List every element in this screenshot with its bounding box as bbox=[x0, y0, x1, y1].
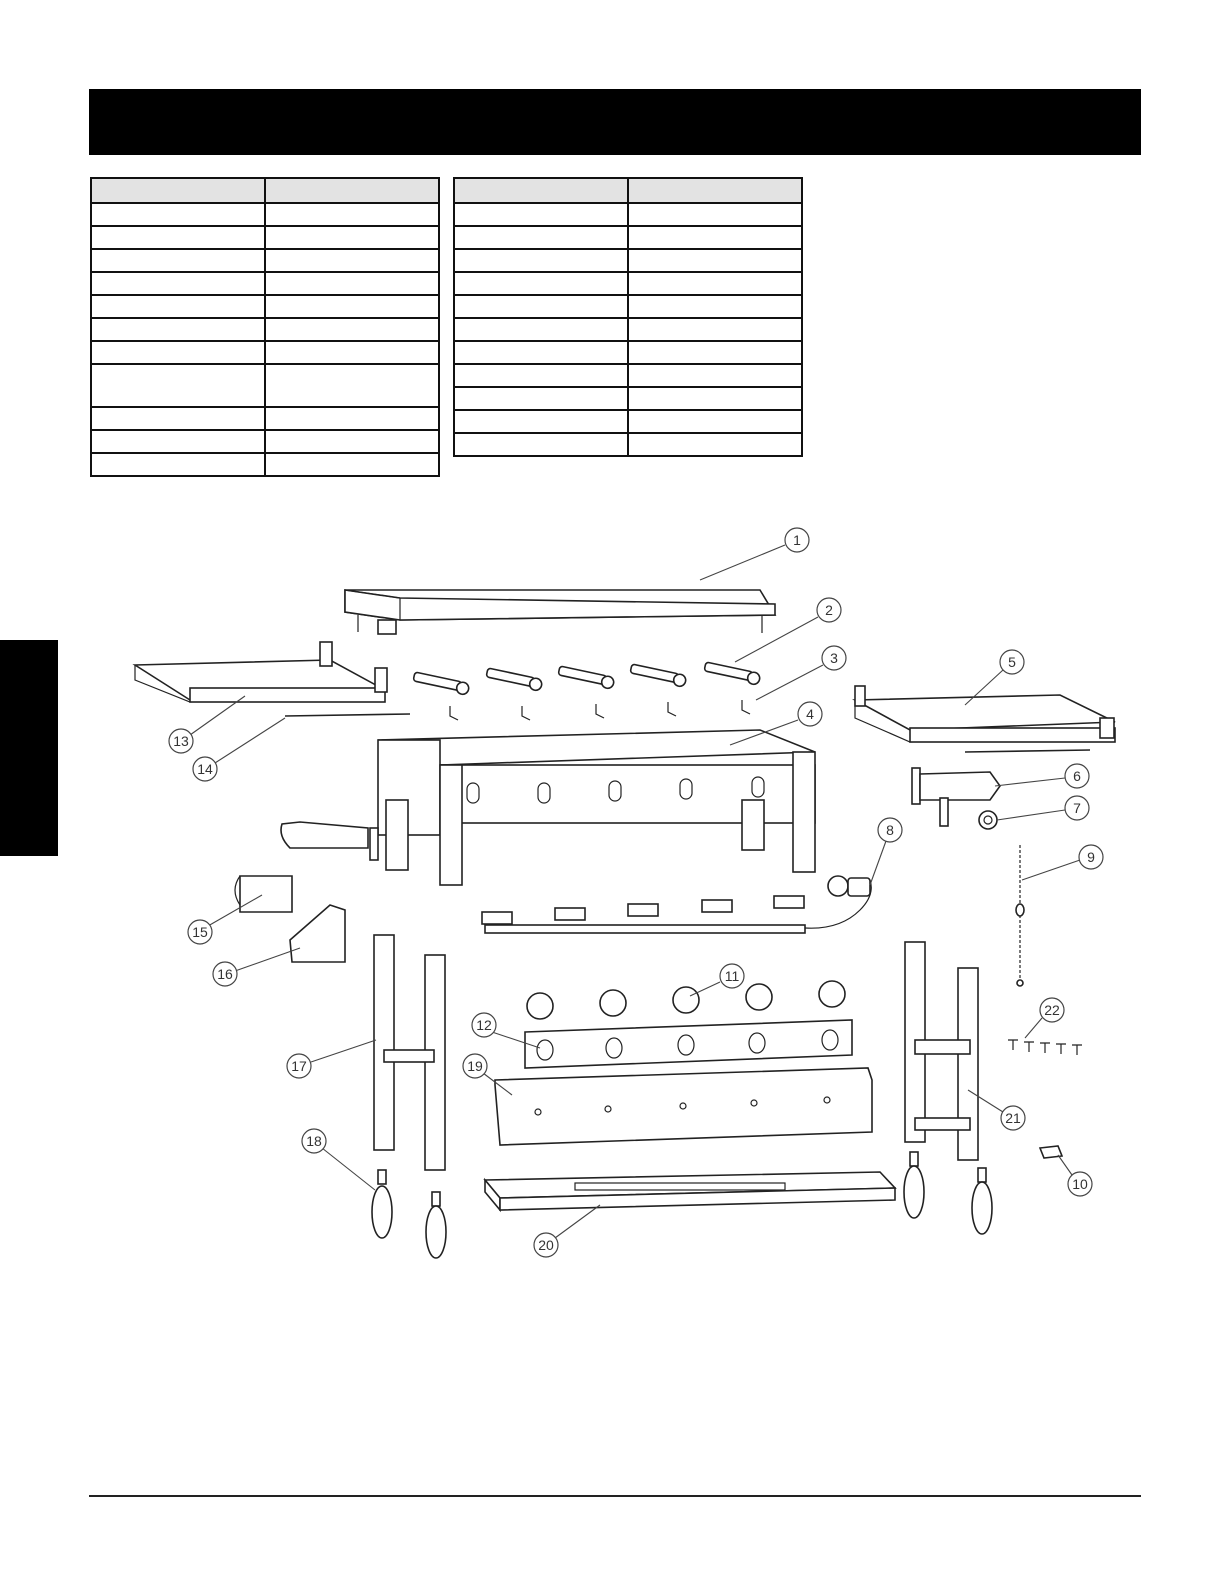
part-bracket-16 bbox=[290, 905, 345, 962]
svg-text:9: 9 bbox=[1087, 849, 1095, 865]
part-casters-left bbox=[372, 1170, 446, 1258]
part-bracket-left bbox=[281, 822, 378, 860]
part-left-shelf bbox=[135, 642, 387, 702]
part-left-legs bbox=[374, 935, 445, 1170]
svg-text:21: 21 bbox=[1005, 1110, 1021, 1126]
part-main-frame bbox=[378, 730, 815, 885]
part-burners bbox=[413, 662, 761, 695]
part-shelf-rod-left bbox=[285, 714, 410, 716]
svg-text:14: 14 bbox=[197, 761, 213, 777]
footer-rule bbox=[89, 1495, 1141, 1497]
part-griddle-top bbox=[345, 590, 775, 634]
svg-text:17: 17 bbox=[291, 1058, 307, 1074]
part-front-panel bbox=[495, 1068, 872, 1145]
svg-text:11: 11 bbox=[724, 968, 740, 984]
callout-9 bbox=[1022, 845, 1103, 880]
part-igniter bbox=[979, 811, 997, 829]
callout-13 bbox=[169, 696, 245, 753]
part-valve-manifold bbox=[482, 876, 871, 933]
svg-text:16: 16 bbox=[217, 966, 233, 982]
svg-text:2: 2 bbox=[825, 602, 833, 618]
callout-3 bbox=[756, 646, 846, 700]
callout-6 bbox=[995, 764, 1089, 788]
callout-22 bbox=[1025, 998, 1064, 1038]
part-control-knobs bbox=[527, 981, 845, 1019]
svg-text:1: 1 bbox=[793, 532, 801, 548]
part-shelf-rod-right bbox=[965, 750, 1090, 752]
svg-text:12: 12 bbox=[476, 1017, 492, 1033]
svg-text:5: 5 bbox=[1008, 654, 1016, 670]
svg-text:3: 3 bbox=[830, 650, 838, 666]
svg-text:19: 19 bbox=[467, 1058, 483, 1074]
svg-text:7: 7 bbox=[1073, 800, 1081, 816]
callout-20 bbox=[534, 1205, 600, 1257]
callout-8 bbox=[870, 818, 902, 885]
svg-text:22: 22 bbox=[1044, 1002, 1060, 1018]
svg-text:15: 15 bbox=[192, 924, 208, 940]
callout-14 bbox=[193, 718, 285, 781]
callout-18 bbox=[302, 1129, 375, 1190]
part-bottom-shelf bbox=[485, 1172, 895, 1210]
svg-text:8: 8 bbox=[886, 822, 894, 838]
svg-text:20: 20 bbox=[538, 1237, 554, 1253]
part-cup-holder bbox=[235, 876, 292, 912]
part-control-panel bbox=[525, 1020, 852, 1068]
part-casters-right bbox=[904, 1152, 992, 1234]
part-right-legs bbox=[905, 942, 978, 1160]
svg-text:18: 18 bbox=[306, 1133, 322, 1149]
part-screws bbox=[1008, 1040, 1082, 1055]
callout-10 bbox=[1058, 1155, 1092, 1196]
callout-19 bbox=[463, 1054, 512, 1095]
callout-11 bbox=[690, 964, 744, 996]
callout-16 bbox=[213, 948, 300, 986]
part-right-shelf bbox=[855, 686, 1115, 742]
svg-text:6: 6 bbox=[1073, 768, 1081, 784]
svg-text:13: 13 bbox=[173, 733, 189, 749]
part-chain bbox=[1016, 845, 1024, 986]
svg-text:10: 10 bbox=[1072, 1176, 1088, 1192]
callout-17 bbox=[287, 1040, 376, 1078]
callout-7 bbox=[997, 796, 1089, 820]
svg-text:4: 4 bbox=[806, 706, 814, 722]
callout-1 bbox=[700, 528, 809, 580]
part-burner-clips bbox=[450, 700, 750, 720]
